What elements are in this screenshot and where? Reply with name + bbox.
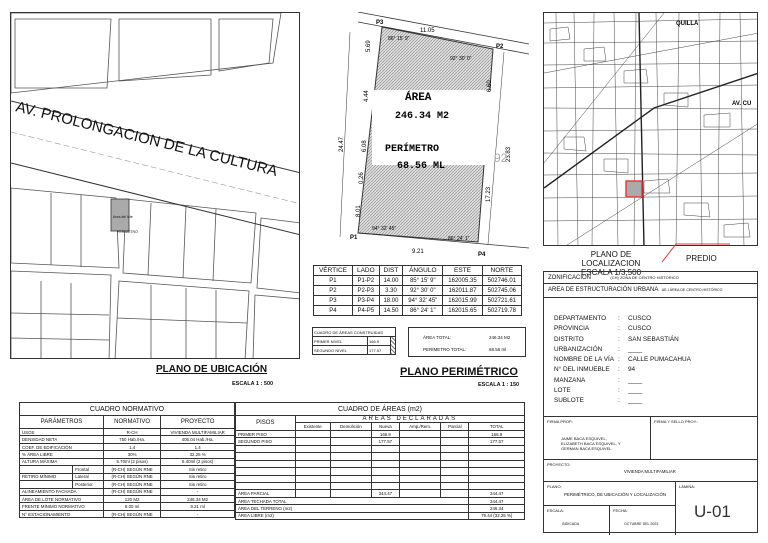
angulo-header: ÁNGULO — [403, 266, 443, 276]
table-row: ALTURA MÁXIMA 5.70ml (2 pisos) 6.40ml (2 pisos) — [20, 458, 235, 465]
dim-left-total: 24.47 — [339, 136, 345, 152]
perimeter-word: PERÍMETRO — [385, 144, 440, 155]
table-row: P2 P2-P3 3.30 92° 30' 0" 162011.87 502745.06 — [314, 286, 522, 296]
avenue-label: AV. PROLONGACION DE LA CULTURA — [14, 98, 280, 180]
angle-p4: 86° 24' 1" — [448, 236, 470, 242]
zonificacion-label: ZONIFICACION — [548, 275, 591, 281]
fecha-label: FECHA: — [613, 508, 628, 513]
proyecto-value: VIVIENDA MULTIFAMILIAR — [624, 469, 676, 474]
table-row: P1 P1-P2 14.00 85° 15' 9" 162005.35 502746.01 — [314, 276, 522, 286]
dim-right-inner: 17.23 — [486, 186, 492, 202]
plano-label: PLANO: — [547, 484, 562, 489]
owners-list: JAIME BACA ESQUIVEL, ELIZABETH BACA ESQUIVEL, Y GERMAN BACA ESQUIVEL — [561, 436, 621, 451]
dim-bottom: 9.21 — [412, 249, 424, 255]
fecha-value: OCTUBRE DEL 2023 — [624, 522, 659, 526]
dist-header: DIST — [379, 266, 403, 276]
localizacion-drawing — [544, 13, 758, 246]
owner-signature — [544, 417, 651, 460]
normativo-header: NORMATIVO — [103, 416, 160, 429]
location-fields — [554, 314, 691, 407]
firma-prop-label: FIRMA PROP.: — [547, 419, 574, 424]
predio-marker — [626, 181, 642, 197]
perimetro-map — [310, 12, 529, 260]
built-areas-header: CUADRO DE ÁREAS CONSTRUIDAS — [313, 328, 396, 337]
perimeter-value: 68.56 ML — [397, 161, 446, 172]
table-row: COEF. DE EDIFICACIÓN 1.4 1.4 — [20, 443, 235, 450]
dim-left-3: 6.08 — [362, 140, 368, 152]
total-area-label: ÁREA TOTAL: — [423, 335, 452, 340]
totals-box — [408, 327, 526, 357]
table-row — [236, 453, 525, 460]
dim-top: 11.05 — [420, 28, 435, 34]
este-header: ESTE — [443, 266, 482, 276]
table-row: PRIMER NIVEL 166.9 — [313, 337, 396, 346]
dim-left-2: 4.44 — [364, 90, 370, 102]
table-row: P4 P4-P5 14.50 86° 24' 1" 162015.65 502719.78 — [314, 306, 522, 316]
built-areas-table — [312, 327, 396, 355]
table-row: ÁREA TECHADA TOTAL 344.47 — [236, 497, 525, 504]
angle-p3: 86° 15' 9" — [388, 36, 410, 42]
signatures-block — [544, 416, 757, 459]
proyecto-label: PROYECTO: — [547, 462, 571, 467]
vertex-header: VÉRTICE — [314, 266, 353, 276]
field-row: N° DEL INMUEBLE : 94 — [554, 366, 636, 374]
angle-p1: 94° 32' 45" — [372, 226, 397, 232]
lot-label: Area del lote — [113, 215, 133, 219]
area-value: 246.34 M2 — [395, 111, 450, 122]
perimetro-scale: ESCALA 1 : 150 — [478, 382, 520, 388]
proyecto-row — [544, 459, 757, 481]
field-row: LOTE : ____ — [554, 387, 643, 395]
total-perimeter-value: 68.56 ml — [489, 347, 507, 352]
perimetro-drawing — [310, 12, 529, 260]
table-row: PRIMER PISO 166.9 166.9 — [236, 430, 525, 437]
neighbor-label: PERIMETRO — [117, 230, 138, 234]
table-row: FRENTE MÍNIMO NORMATIVO 8.00 ml 9.21 ml — [20, 503, 235, 510]
vertex-table — [313, 265, 522, 316]
street-label: QUILLA — [676, 21, 699, 27]
fecha-cell — [610, 506, 676, 535]
area-word: ÁREA — [405, 92, 432, 104]
table-row — [236, 468, 525, 475]
normativo-title: CUADRO NORMATIVO — [20, 403, 235, 416]
escala-cell — [544, 506, 610, 535]
total-perimeter-label: PERÍMETRO TOTAL: — [423, 347, 467, 352]
plano-block — [544, 481, 757, 534]
localizacion-scale: ESCALA 1/3,500 — [580, 268, 642, 277]
localizacion-map — [543, 12, 758, 246]
ubicacion-scale: ESCALA 1 : 500 — [232, 381, 274, 387]
predio-label: PREDIO — [686, 254, 717, 263]
dim-right-total: 23.83 — [506, 146, 512, 162]
hatch-swatch — [391, 337, 396, 355]
vertex-p3: P3 — [376, 20, 384, 26]
cuadro-areas: CUADRO DE ÁREAS (m2) PISOS ÁREAS DECLARADAS Existente Demolición Nueva Amp./Rem. Parcial TOTAL PRIMER PISO 166.9 166.9 SEGUNDO PISO 177.57 177.57 ÁREA PARCIAL 344.47 344.47 ÁREA TECHADA TOTAL 344.47 ÁREA DEL TERRENO (m2) 246.34 ÁREA LIBRE (m2) 79.44 (32.25 %) — [235, 402, 525, 520]
street-label-2: AV. CU — [732, 101, 752, 107]
escala-label: ESCALA: — [547, 508, 564, 513]
firma-sello-label: FIRMA Y SELLO PROY.: — [654, 419, 699, 424]
field-row: NOMBRE DE LA VÍA : CALLE PUMACAHUA — [554, 356, 691, 364]
table-row: ÁREA DE LOTE NORMATIVO 120 M2 246.34 M2 — [20, 495, 235, 502]
localizacion-title-text: PLANO DE LOCALIZACION — [581, 250, 641, 268]
estructuracion-row — [544, 284, 757, 298]
table-row: ÁREA PARCIAL 344.47 344.47 — [236, 490, 525, 497]
ubicacion-title: PLANO DE UBICACIÓN — [156, 364, 268, 375]
pisos-header: PISOS — [236, 416, 296, 431]
table-row: P3 P3-P4 18.00 94° 32' 45" 162015.99 502721.61 — [314, 296, 522, 306]
table-row: Posterior (R-CH) SEGÚN RNE Sin retiro — [20, 481, 235, 488]
table-row: ÁREA DEL TERRENO (m2) 246.34 — [236, 505, 525, 512]
neighbor-number: 92 — [494, 151, 508, 165]
estructuracion-label: AREA DE ESTRUCTURACIÓN URBANA — [548, 287, 659, 293]
field-row: PROVINCIA : CUSCO — [554, 325, 652, 333]
plano-cell — [544, 482, 676, 506]
table-row: SEGUNDO PISO 177.57 177.57 — [236, 438, 525, 445]
lamina-value: U-01 — [694, 502, 731, 521]
vertex-p4: P4 — [478, 252, 486, 258]
table-row — [236, 482, 525, 489]
dim-left-1: 5.69 — [366, 40, 372, 52]
vertex-p2: P2 — [496, 44, 504, 50]
ubicacion-map — [10, 12, 300, 359]
field-row: DISTRITO : SAN SEBASTIÁN — [554, 335, 679, 343]
declared-header: ÁREAS DECLARADAS — [295, 416, 524, 423]
table-row: N° ESTACIONAMIENTO (R-CH) SEGÚN RNE - — [20, 510, 235, 517]
zonificacion-value: (CH) ZONA DE CENTRO HISTORICO — [610, 275, 679, 280]
field-row: DEPARTAMENTO : CUSCO — [554, 315, 652, 322]
field-row: MANZANA : ____ — [554, 376, 643, 384]
total-area-value: 246.34 M2 — [489, 335, 511, 340]
angle-p2: 92° 30' 0" — [450, 56, 472, 62]
table-row: DENSIDAD NETA 750 Hab./Ha. 405.04 Hab./Ha. — [20, 436, 235, 443]
areas-title: CUADRO DE ÁREAS (m2) — [236, 403, 525, 416]
parametros-header: PARÁMETROS — [20, 416, 104, 429]
table-row — [236, 475, 525, 482]
table-row — [236, 445, 525, 452]
lado-header: LADO — [352, 266, 379, 276]
estructuracion-value: AE-I ÁREA DE CENTRO HISTÓRICO — [661, 288, 723, 292]
field-row: SUBLOTE : ____ — [554, 397, 643, 405]
table-row: RETIRO MÍNIMO Lateral (R-CH) SEGÚN RNE Sin retiro — [20, 473, 235, 480]
zonificacion-row — [544, 272, 757, 284]
table-row: ALINEAMIENTO FACHADA (R-CH) SEGÚN RNE - — [20, 488, 235, 495]
plano-value: PERIMÉTRICO, DE UBICACIÓN Y LOCALIZACIÓN — [564, 492, 667, 497]
table-row: % ÁREA LIBRE 30% 32.25 % — [20, 451, 235, 458]
table-row: USOS R-CH VIVIENDA MULTIFAMILIAR — [20, 429, 235, 436]
escala-value: INDICADA — [562, 522, 580, 526]
title-block — [543, 271, 758, 533]
dim-right: 6.60 — [487, 80, 493, 92]
norte-header: NORTE — [482, 266, 521, 276]
perimetro-title: PLANO PERIMÉTRICO — [400, 366, 518, 378]
vertex-p1: P1 — [350, 235, 358, 241]
table-row: ÁREA LIBRE (m2) 79.44 (32.25 %) — [236, 512, 525, 519]
proyecto-header: PROYECTO — [161, 416, 235, 429]
field-row: URBANIZACIÓN : ____ — [554, 345, 643, 353]
dim-left-4: 0.26 — [359, 172, 365, 184]
ubicacion-drawing — [11, 13, 300, 359]
lamina-label: LÁMINA: — [679, 484, 696, 489]
table-row: Frontal (R-CH) SEGÚN RNE Sin retiro — [20, 466, 235, 473]
cuadro-normativo — [19, 402, 235, 518]
table-row — [236, 460, 525, 467]
table-row: SEGUNDO NIVEL 177.57 — [313, 346, 396, 355]
dim-left-5: 8.01 — [356, 205, 362, 217]
